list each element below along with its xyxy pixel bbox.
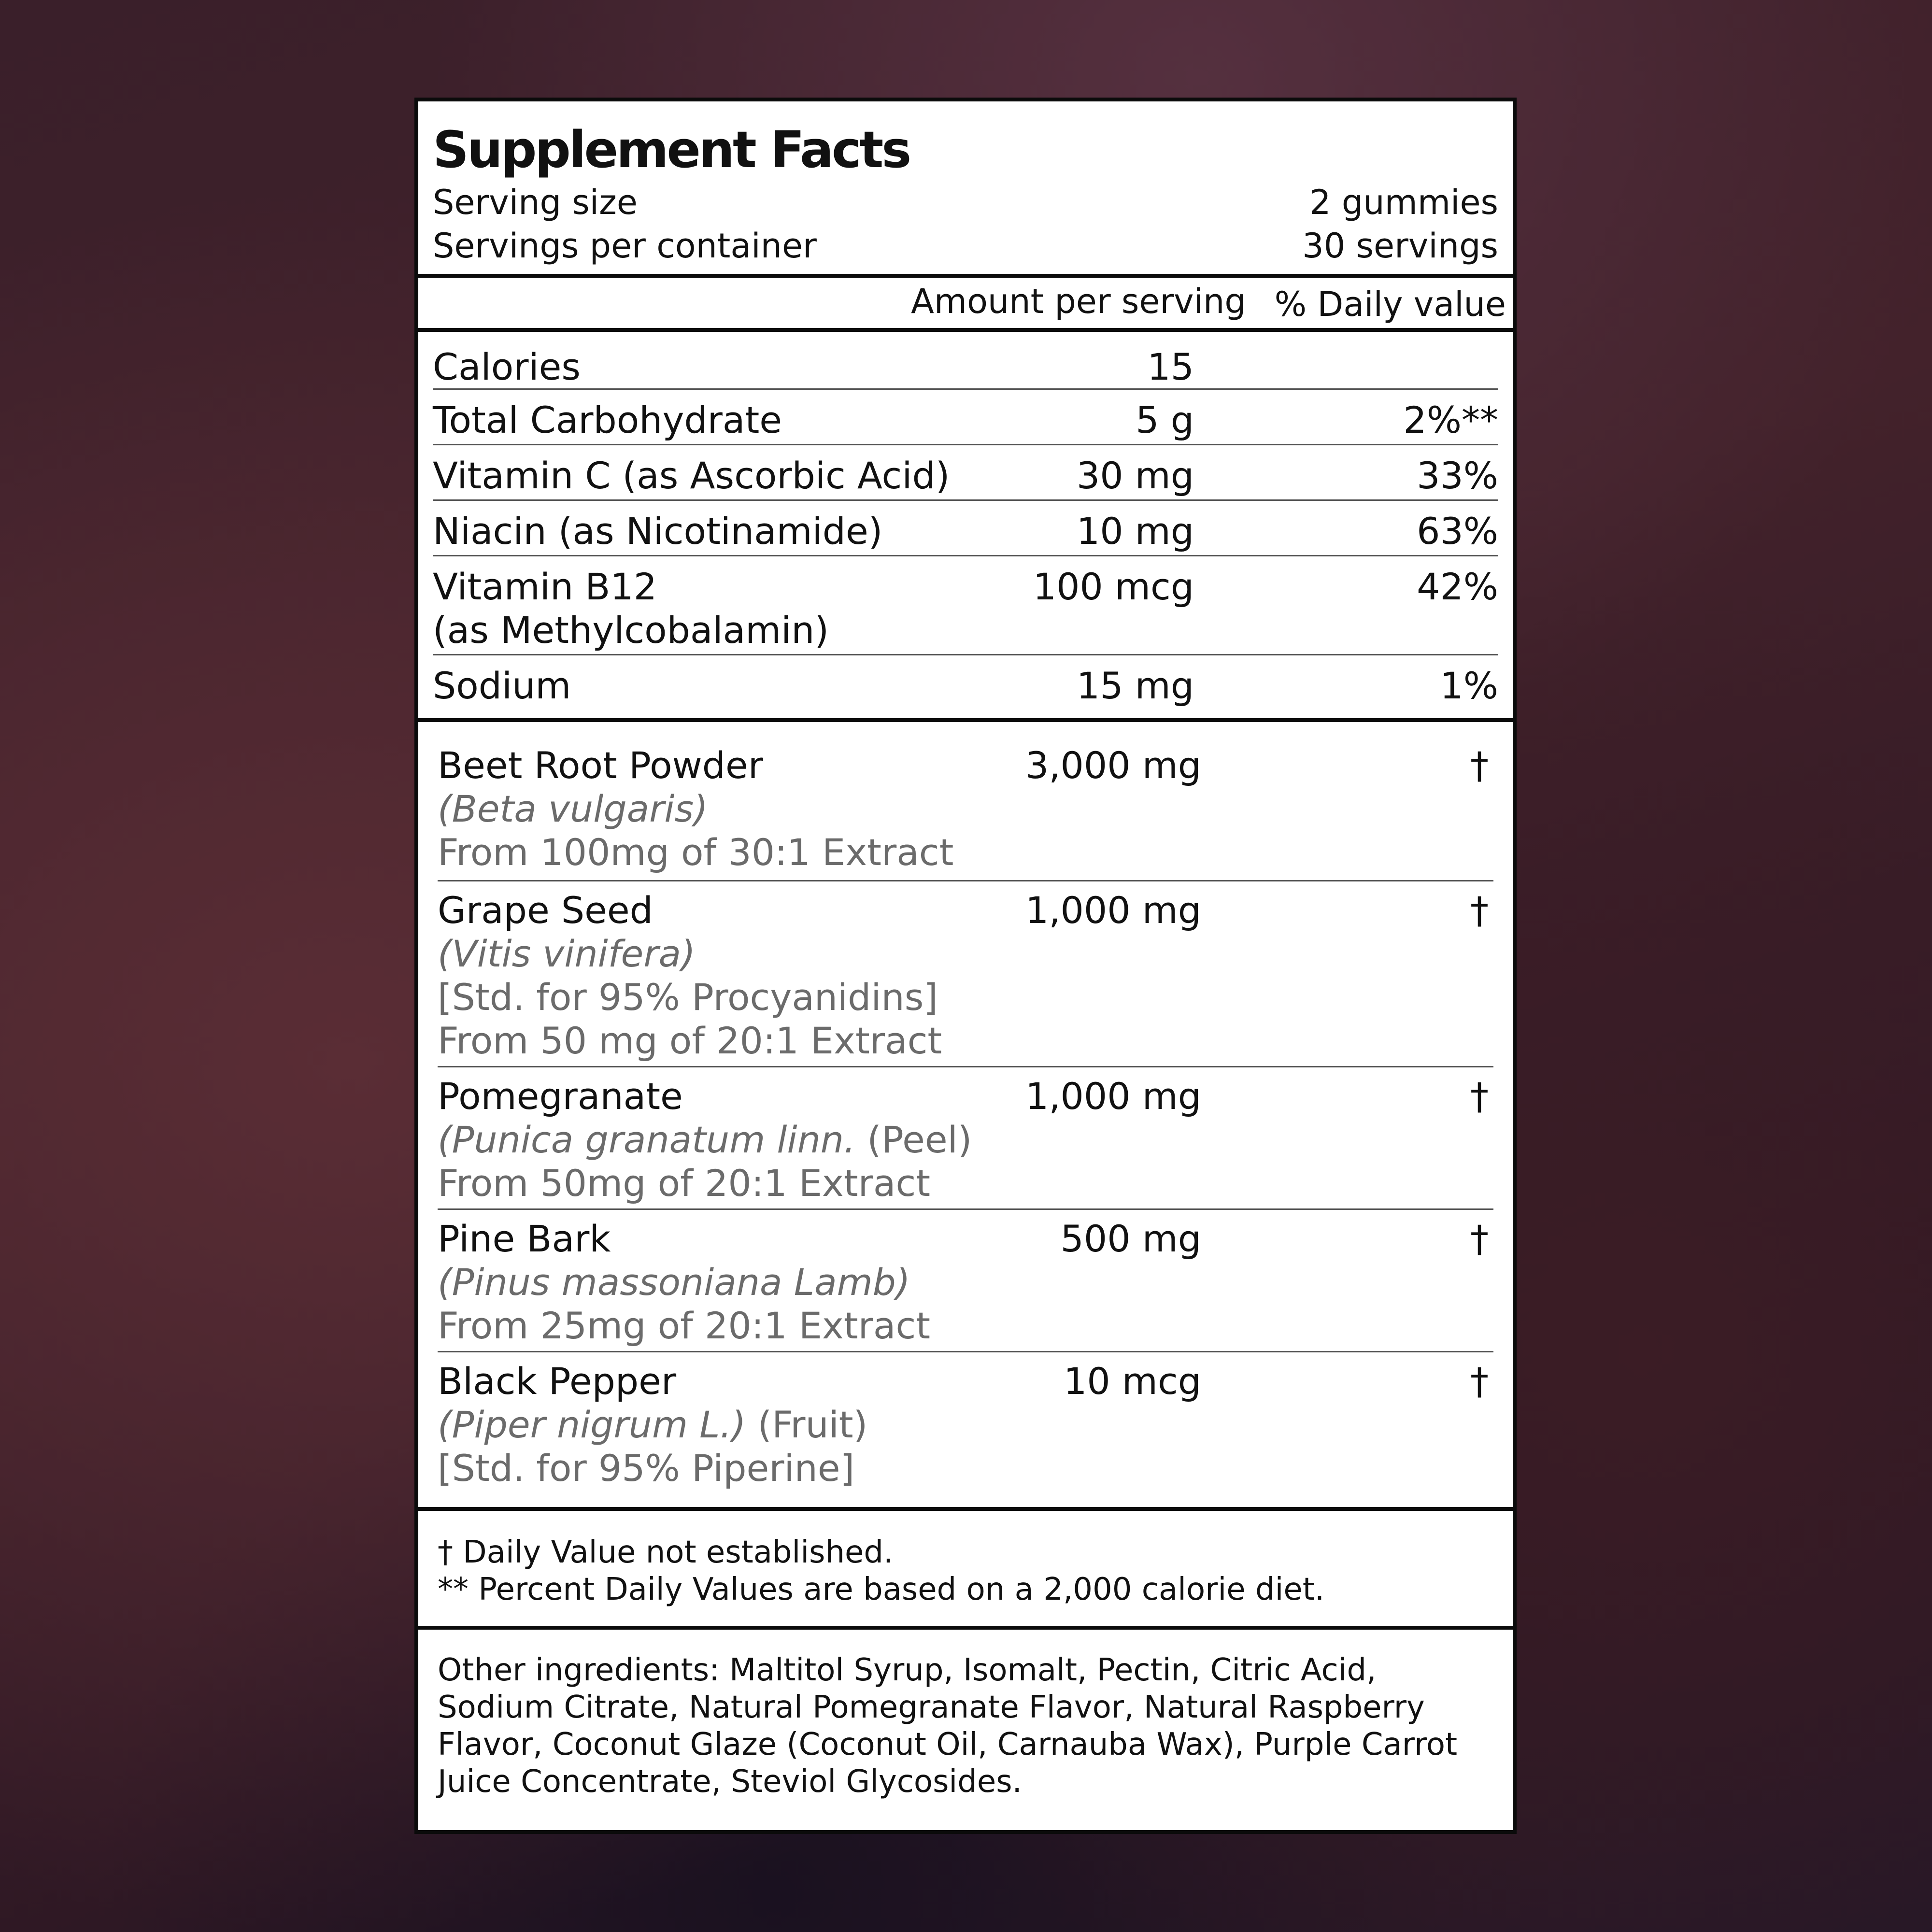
ingredient-latin-name: (Piper nigrum L.) (438, 1403, 746, 1446)
nutrient-name: Total Carbohydrate (433, 398, 782, 441)
ingredient-amount: 10 mcg (1064, 1360, 1201, 1403)
ingredient-detail-line: [Std. for 95% Piperine] (438, 1447, 855, 1490)
amount-column-header: Amount per serving (911, 282, 1246, 321)
servings-per-container-row (433, 224, 1498, 268)
nutrient-amount: 30 mg (1076, 454, 1194, 497)
ingredient-name: Black Pepper (438, 1360, 677, 1403)
nutrient-amount: 5 g (1136, 398, 1194, 441)
ingredient-name: Grape Seed (438, 889, 653, 932)
ingredient-daily-value: † (1470, 1075, 1489, 1118)
ingredient-amount: 1,000 mg (1025, 889, 1201, 932)
nutrient-daily-value: 33% (1417, 454, 1498, 497)
nutrient-daily-value: 42% (1417, 565, 1498, 608)
ingredient-row (438, 1210, 1493, 1352)
column-header (418, 278, 1513, 332)
nutrient-daily-value: 2%** (1403, 398, 1498, 441)
nutrient-daily-value: 63% (1417, 510, 1498, 553)
nutrient-row (433, 556, 1498, 655)
ingredient-daily-value: † (1470, 1217, 1489, 1260)
ingredient-part: (Fruit) (746, 1403, 868, 1446)
nutrient-table (418, 332, 1513, 722)
ingredient-name: Pine Bark (438, 1217, 611, 1260)
serving-size-row (433, 181, 1498, 224)
ingredient-latin-name: (Beta vulgaris) (438, 787, 708, 830)
nutrient-amount: 100 mcg (1033, 565, 1194, 608)
nutrient-daily-value: 1% (1440, 664, 1498, 707)
nutrient-amount: 15 (1147, 345, 1194, 388)
nutrient-amount: 15 mg (1076, 664, 1194, 707)
ingredient-daily-value: † (1470, 744, 1489, 787)
ingredient-detail-line: From 100mg of 30:1 Extract (438, 831, 954, 874)
ingredient-amount: 500 mg (1060, 1217, 1201, 1260)
ingredient-part: (Peel) (855, 1118, 972, 1161)
nutrient-name: Vitamin B12 (as Methylcobalamin) (433, 565, 829, 652)
nutrient-name: Calories (433, 345, 581, 388)
ingredient-detail-line: From 50 mg of 20:1 Extract (438, 1019, 942, 1062)
ingredient-amount: 1,000 mg (1025, 1075, 1201, 1118)
nutrient-row (433, 332, 1498, 390)
ingredient-latin-name: (Punica granatum linn. (438, 1118, 856, 1161)
ingredient-details (438, 1403, 867, 1490)
nutrient-row (433, 445, 1498, 501)
nutrient-row (433, 501, 1498, 556)
ingredient-row (438, 722, 1493, 881)
ingredient-detail-line: From 25mg of 20:1 Extract (438, 1304, 931, 1347)
ingredient-details (438, 1261, 930, 1348)
nutrient-name: Niacin (as Nicotinamide) (433, 510, 883, 553)
ingredient-details (438, 1118, 972, 1205)
ingredient-row (438, 1067, 1493, 1210)
nutrient-amount: 10 mg (1076, 510, 1194, 553)
ingredient-details (438, 932, 942, 1063)
serving-size-label: Serving size (433, 183, 638, 222)
ingredient-name: Pomegranate (438, 1075, 683, 1118)
supplement-facts-label (414, 98, 1517, 1834)
ingredient-row (438, 1352, 1493, 1507)
ingredient-latin-name: (Pinus massoniana Lamb) (438, 1261, 910, 1304)
stars-footnote: ** Percent Daily Values are based on a 2,000 calorie diet. (438, 1572, 1325, 1607)
ingredient-detail-line: From 50mg of 20:1 Extract (438, 1162, 931, 1205)
ingredient-details (438, 787, 953, 874)
ingredient-daily-value: † (1470, 889, 1489, 932)
daily-value-column-header: % Daily value (1274, 284, 1506, 324)
ingredient-latin-name: (Vitis vinifera) (438, 932, 696, 975)
ingredient-daily-value: † (1470, 1360, 1489, 1403)
serving-size-value: 2 gummies (1309, 183, 1498, 222)
servings-value: 30 servings (1302, 226, 1498, 266)
footnotes (418, 1511, 1513, 1630)
ingredient-amount: 3,000 mg (1025, 744, 1201, 787)
nutrient-name: Sodium (433, 664, 571, 707)
servings-label: Servings per container (433, 226, 817, 266)
label-title: Supplement Facts (433, 120, 910, 179)
ingredient-table (418, 722, 1513, 1511)
dagger-footnote: † Daily Value not established. (438, 1534, 894, 1570)
header-section (418, 101, 1513, 278)
ingredient-row (438, 881, 1493, 1067)
nutrient-row (433, 390, 1498, 445)
ingredient-name: Beet Root Powder (438, 744, 763, 787)
nutrient-row (433, 655, 1498, 718)
nutrient-name: Vitamin C (as Ascorbic Acid) (433, 454, 950, 497)
other-ingredients: Other ingredients: Maltitol Syrup, Isomalt, Pectin, Citric Acid, Sodium Citrate, Natural Pomegranate Flavor, Natural Raspberry Flavor, Coconut Glaze (Coconut Oil, Carnauba Wax), Purple Carrot Juice Concentrate, Steviol Glycosides. (438, 1652, 1458, 1800)
ingredient-detail-line: [Std. for 95% Procyanidins] (438, 976, 938, 1019)
